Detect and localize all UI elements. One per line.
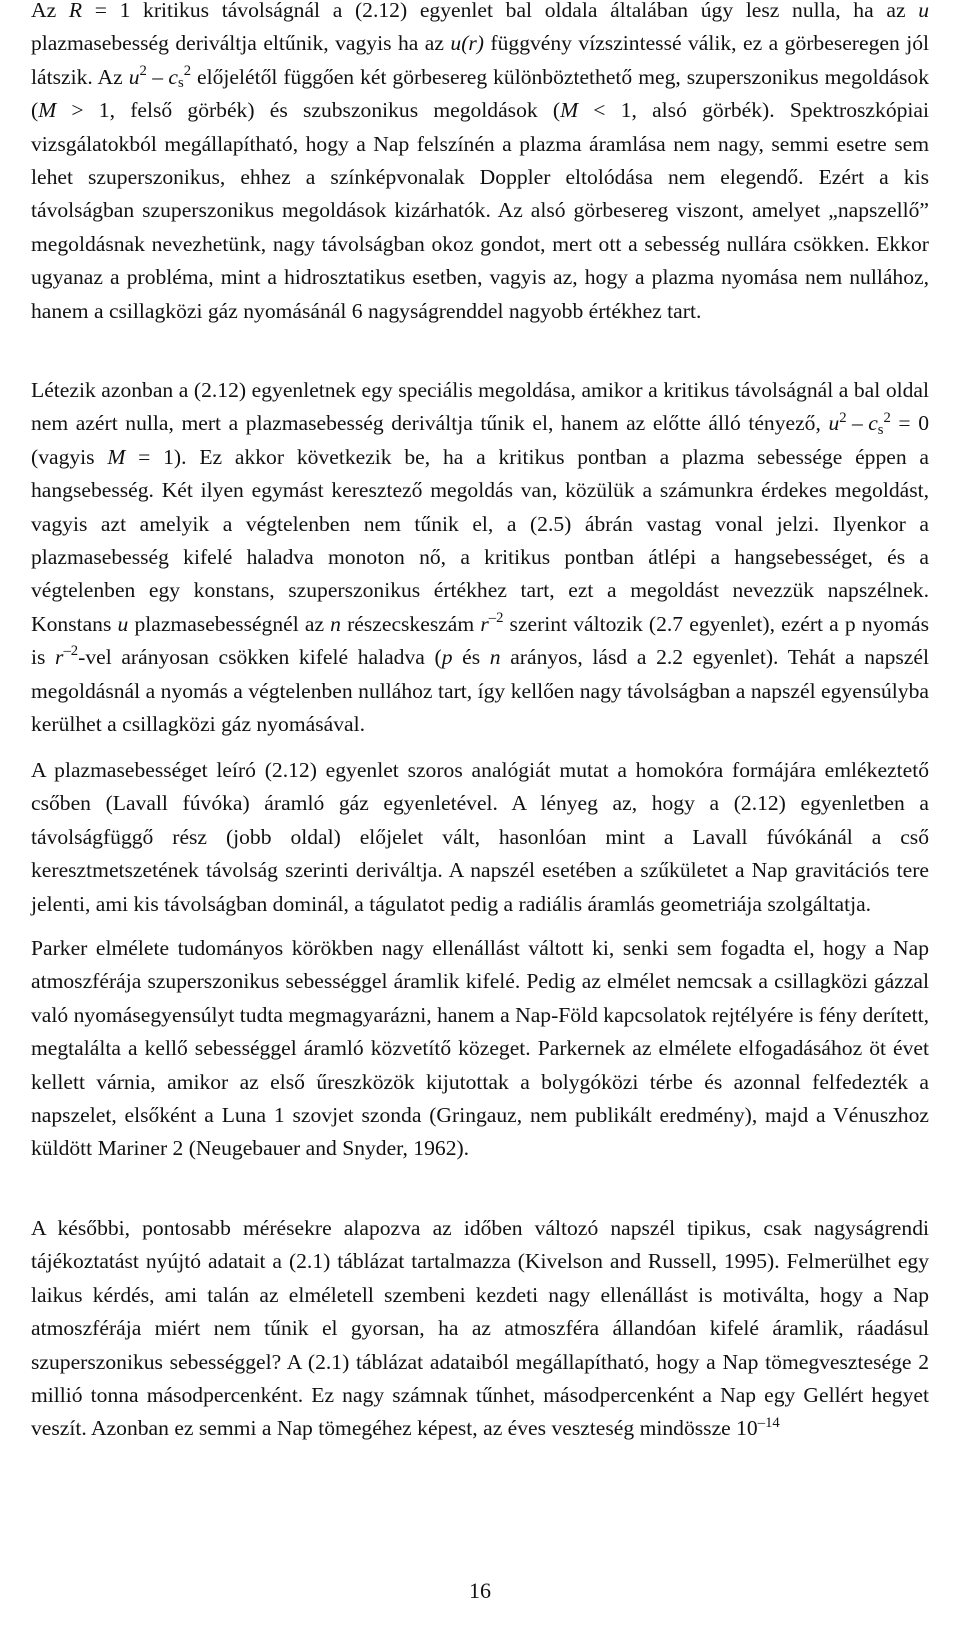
paragraph-parker-theory: Parker elmélete tudományos körökben nagy ellenállást váltott ki, senki sem fogadta el, hogy a Nap atmoszférája szuperszonikus sebességgel áramlik kifelé. Pedig az elmélet nemcsak a csillagközi gázzal való nyomásegyensúlyt tudta megmagyarázni, hanem a Nap-Föld kapcsolatok rejtélyére is fény derített, megtalálta a kellő sebességgel áramló közvetítő közeget. Parkernek az elmélete elfogadásához öt évet kellett várnia, amikor az első űreszközök kijutottak a bolygóközi térbe és azonnal felfedezték a napszelet, elsőként a Luna 1 szovjet szonda (Gringauz, nem publikált eredmény), majd a Vénuszhoz küldött Mariner 2 (Neugebauer and Snyder, 1962). bbox=[31, 936, 929, 1161]
text-run: -vel arányosan csökken kifelé haladva ( bbox=[78, 645, 442, 670]
math-function-u-r: u(r) bbox=[450, 31, 484, 56]
text-run: előjelétől függően két görbesereg különböztethető meg, szuperszonikus megoldások ( bbox=[31, 64, 929, 123]
text-run: plazmasebesség deriváltja eltűnik, vagyis ha az bbox=[31, 31, 451, 56]
text-run: és bbox=[452, 645, 490, 670]
text-run: > 1, felső görbék) és szubszonikus megoldások ( bbox=[56, 98, 561, 123]
paragraph-critical-distance bbox=[31, 0, 929, 328]
math-exponent: 2 bbox=[183, 63, 192, 79]
math-exponent: 2 bbox=[839, 409, 847, 426]
text-run: részecskeszám bbox=[340, 611, 481, 636]
paragraph-mass-loss bbox=[31, 1212, 929, 1446]
math-exponent: –14 bbox=[757, 1414, 780, 1431]
math-symbol-r: r bbox=[480, 611, 489, 636]
math-symbol-n: n bbox=[489, 645, 501, 670]
math-symbol-M: M bbox=[560, 98, 579, 123]
math-symbol-u: u bbox=[128, 64, 140, 89]
math-minus-sign: – bbox=[852, 411, 863, 436]
text-run: plazmasebességnél az bbox=[128, 611, 331, 636]
math-symbol-u: u bbox=[828, 411, 840, 436]
text-run: Az bbox=[31, 0, 69, 22]
text-run: = 1 kritikus távolságnál a (2.12) egyenlet bal oldala általában úgy lesz nulla, ha az bbox=[82, 0, 919, 22]
math-symbol-n: n bbox=[330, 611, 341, 636]
math-symbol-u: u bbox=[117, 611, 129, 636]
math-symbol-c: c bbox=[168, 64, 178, 89]
math-exponent: 2 bbox=[139, 63, 147, 79]
text-run: szerint változik (2.7 egyenlet), ezért a p nyomás is bbox=[31, 611, 929, 670]
text-run: függvény vízszintessé válik, ez a görbeseregen jól látszik. Az bbox=[31, 31, 929, 89]
paragraph-laval-analogy: A plazmasebességet leíró (2.12) egyenlet szoros analógiát mutat a homokóra formájára emlékeztető csőben (Lavall fúvóka) áramló gáz egyenletével. A lényeg az, hogy a (2.12) egyenletben a távolságfüggő rész (jobb oldal) előjelet vált, hasonlóan mint a Lavall fúvókánál a cső keresztmetszetének távolság szerinti deriváltja. A napszél esetében a szűkületet a Nap gravitációs tere jelenti, ami kis távolságban dominál, a tágulatot pedig a radiális áramlás geometriája szolgáltatja. bbox=[31, 758, 929, 916]
text-run: A későbbi, pontosabb mérésekre alapozva az időben változó napszél tipikus, csak nagyságrendi tájékoztatást nyújtó adatait a (2.1) táblázat tartalmazza (Kivelson and Russell, 1995). Felmerülhet egy laikus kérdés, ami talán az elméletell szembeni kezdeti nagy ellenállást is motiválta, hogy a Nap atmoszférája miért nem tűnik el gyorsan, ha az atmoszféra állandóan kifelé áramlik, ráadásul szuperszonikus sebességgel? A (2.1) táblázat adataiból megállapítható, hogy a Nap tömegvesztesége 2 millió tonna másodpercenként. Ez nagy számnak tűnhet, másodpercenként a Nap egy Gellért hegyet veszít. Azonban ez semmi a Nap tömegéhez képest, az éves veszteség mindössze 10 bbox=[31, 1216, 929, 1441]
math-symbol-M: M bbox=[38, 98, 57, 123]
page-number: 16 bbox=[469, 1578, 491, 1603]
text-run: < 1, alsó görbék). Spektroszkópiai vizsgálatokból megállapítható, hogy a Nap felszínén a plazma áramlása nem nagy, semmi esetre sem lehet szuperszonikus, ehhez a színképvonalak Doppler eltolódása nem elegendő. Ezért a kis távolságban szuperszonikus megoldások kizárhatók. Az alsó görbesereg viszont, amelyet „napszellő” megoldásnak nevezhetünk, nagy távolságban okoz gondot, mert ott a sebesség nullára csökken. Ekkor ugyanaz a probléma, mint a hidrosztatikus esetben, vagyis az, hogy a plazma nyomása nem nullához, hanem a csillagközi gáz nyomásánál 6 nagyságrenddel nagyobb értékhez tart. bbox=[31, 98, 929, 323]
text-run: = 0 (vagyis bbox=[31, 411, 929, 469]
paragraph-special-solution bbox=[31, 374, 929, 741]
math-symbol-r: r bbox=[55, 645, 64, 670]
text-run: Létezik azonban a (2.12) egyenletnek egy speciális megoldása, amikor a kritikus távolságnál a bal oldal nem azért nulla, mert a plazmasebesség deriváltja tűnik el, hanem az előtte álló tényező, bbox=[31, 378, 929, 436]
math-symbol-M: M bbox=[107, 444, 126, 469]
math-symbol-u: u bbox=[918, 0, 930, 22]
math-subscript: s bbox=[877, 422, 884, 439]
math-minus-sign: – bbox=[152, 64, 164, 89]
math-exponent: –2 bbox=[63, 643, 79, 660]
math-exponent: –2 bbox=[488, 610, 504, 627]
text-run: arányos, lásd a 2.2 egyenlet). Tehát a napszél megoldásnál a nyomás a végtelenben nullához tart, így kellően nagy távolságban a napszél egyensúlyba kerülhet a csillagközi gáz nyomásával. bbox=[31, 645, 929, 737]
math-subscript: s bbox=[178, 75, 184, 92]
math-symbol-c: c bbox=[868, 411, 878, 436]
math-exponent: 2 bbox=[883, 409, 891, 426]
math-symbol-R: R bbox=[68, 0, 83, 22]
text-run: = 1). Ez akkor következik be, ha a kritikus pontban a plazma sebessége éppen a hangsebesség. Két ilyen egymást keresztező megoldás van, közülük a számunkra érdekes megoldást, vagyis azt amelyik a végtelenben nem tűnik el, a (2.5) ábrán vastag vonal jelzi. Ilyenkor a plazmasebesség kifelé haladva monoton nő, a kritikus pontban átlépi a hangsebességet, és a végtelenben egy konstans, szuperszonikus értékhez tart, ezt a megoldást nevezzük napszélnek. Konstans bbox=[31, 444, 930, 636]
math-symbol-p: p bbox=[441, 645, 453, 670]
